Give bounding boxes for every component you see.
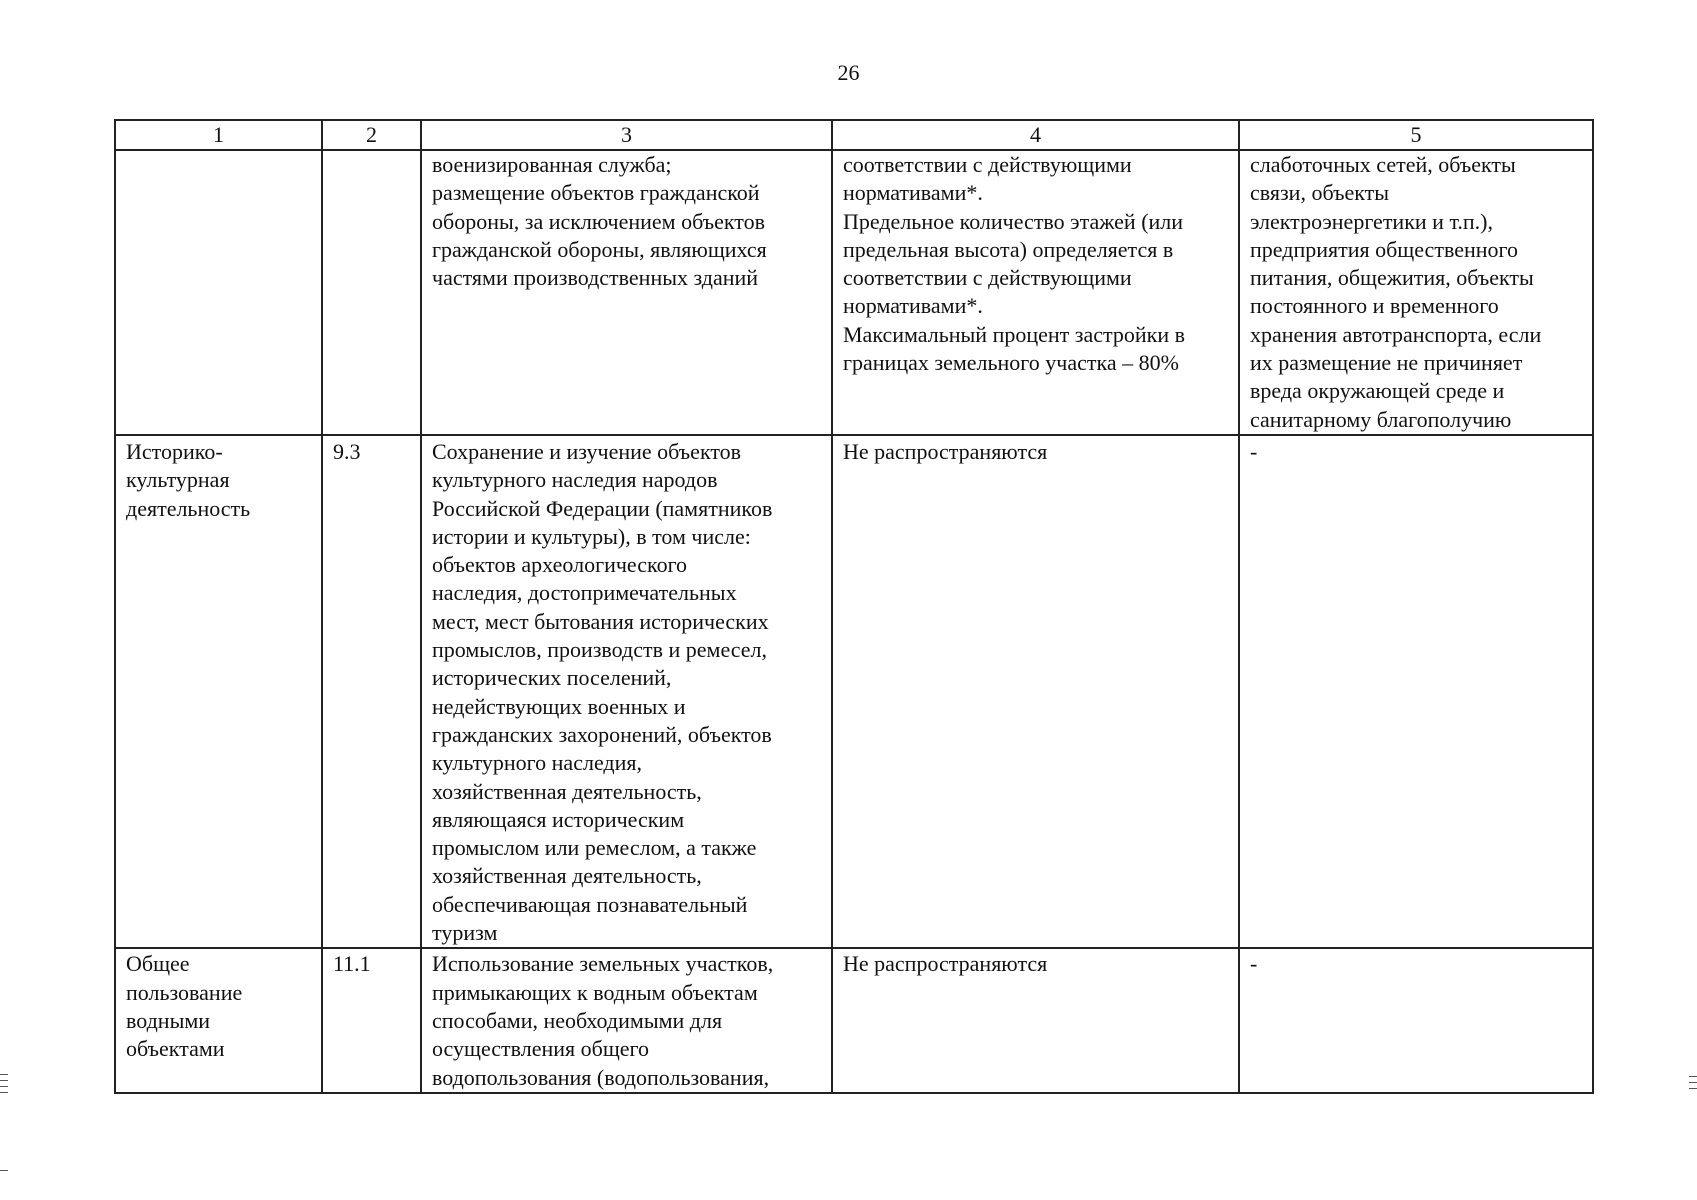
column-header-5: 5: [1239, 120, 1593, 150]
column-header-1: 1: [115, 120, 322, 150]
column-header-2: 2: [322, 120, 421, 150]
scan-edge-mark: [1689, 1082, 1697, 1083]
parameters-cell: Не распространяются: [832, 948, 1239, 1092]
auxiliary-uses-cell: слаботочных сетей, объекты связи, объекты электроэнергетики и т.п.), предприятия общественного питания, общежития, объекты постоянного и временного хранения автотранспорта, если их размещение не причиняет вреда окружающей среде и санитарному благополучию: [1239, 150, 1593, 435]
land-use-code-cell: 9.3: [322, 435, 421, 948]
header-row: [115, 120, 1593, 150]
table-row: [115, 435, 1593, 948]
page-number: 26: [837, 60, 860, 85]
auxiliary-uses-cell: -: [1239, 435, 1593, 948]
scan-edge-mark: [1689, 1088, 1697, 1089]
column-header-3: 3: [421, 120, 832, 150]
land-use-code-cell: [322, 150, 421, 435]
land-use-name-cell: Общее пользование водными объектами: [115, 948, 322, 1092]
regulations-table: [114, 119, 1594, 1094]
scan-edge-mark: [0, 1170, 8, 1171]
auxiliary-uses-cell: -: [1239, 948, 1593, 1092]
land-use-name-cell: [115, 150, 322, 435]
scan-edge-mark: [0, 1074, 8, 1075]
description-cell: Сохранение и изучение объектов культурного наследия народов Российской Федерации (памятников истории и культуры), в том числе: объектов археологического наследия, достопримечательных мест, мест бытования исторических промыслов, производств и ремесел, исторических поселений, недействующих военных и гражданских захоронений, объектов культурного наследия, хозяйственная деятельность, являющаяся историческим промыслом или ремеслом, а также хозяйственная деятельность, обеспечивающая познавательный туризм: [421, 435, 832, 948]
scan-edge-mark: [0, 1092, 8, 1093]
table-header: [115, 120, 1593, 150]
scan-edge-mark: [1689, 1076, 1697, 1077]
table-row: [115, 150, 1593, 435]
land-use-code-cell: 11.1: [322, 948, 421, 1092]
scan-edge-mark: [0, 1086, 8, 1087]
land-use-name-cell: Историко- культурная деятельность: [115, 435, 322, 948]
column-header-4: 4: [832, 120, 1239, 150]
table-row: [115, 948, 1593, 1092]
description-cell: военизированная служба; размещение объектов гражданской обороны, за исключением объектов гражданской обороны, являющихся частями производственных зданий: [421, 150, 832, 435]
parameters-cell: Не распространяются: [832, 435, 1239, 948]
description-cell: Использование земельных участков, примыкающих к водным объектам способами, необходимыми для осуществления общего водопользования (водопользования,: [421, 948, 832, 1092]
parameters-cell: соответствии с действующими нормативами*. Предельное количество этажей (или предельная высота) определяется в соответствии с действующими нормативами*. Максимальный процент застройки в границах земельного участка – 80%: [832, 150, 1239, 435]
scan-edge-mark: [0, 1080, 8, 1081]
